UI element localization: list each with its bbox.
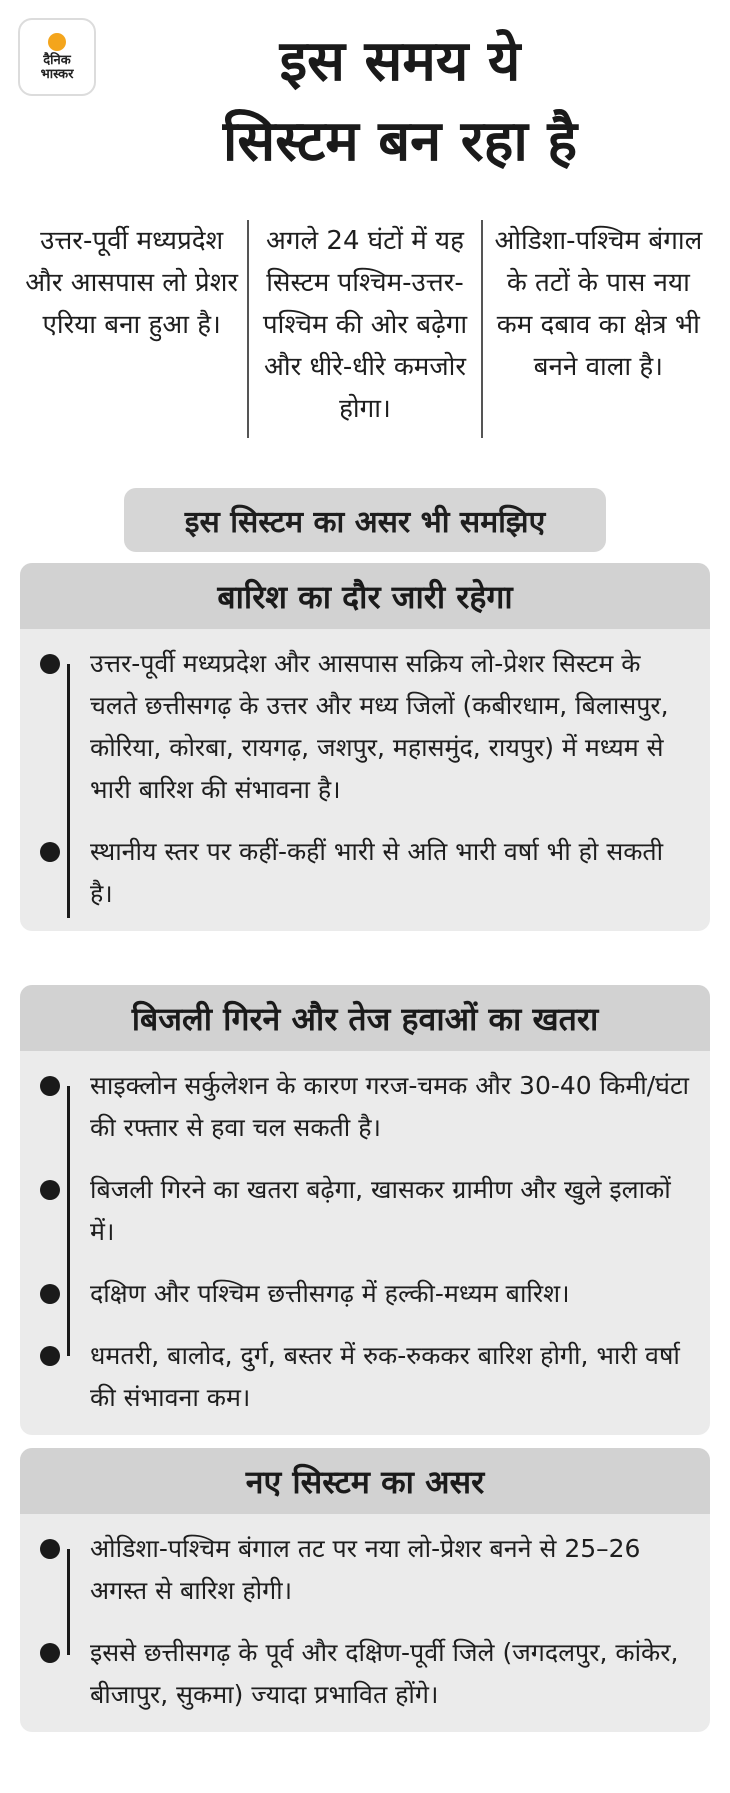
card-new-system	[20, 1448, 710, 1732]
bullet-dot-icon	[40, 842, 60, 862]
section-subheading: इस सिस्टम का असर भी समझिए	[124, 488, 606, 552]
card-rain	[20, 563, 710, 931]
card-body	[20, 1514, 710, 1732]
logo-text-line1: दैनिक	[43, 52, 71, 68]
list-item	[90, 1335, 692, 1419]
bullet-dot-icon	[40, 1643, 60, 1663]
brand-logo	[18, 18, 96, 96]
card-title: बिजली गिरने और तेज हवाओं का खतरा	[20, 985, 710, 1051]
info-column-2: अगले 24 घंटों में यह सिस्टम पश्चिम-उत्तर-पश्चिम की ओर बढ़ेगा और धीरे-धीरे कमजोर होगा।	[247, 220, 480, 438]
logo-text-line2: भास्कर	[40, 66, 74, 82]
page-title	[110, 22, 690, 182]
list-item	[90, 643, 692, 811]
list-item-text: धमतरी, बालोद, दुर्ग, बस्तर में रुक-रुककर बारिश होगी, भारी वर्षा की संभावना कम।	[90, 1341, 680, 1412]
list-item-text: ओडिशा-पश्चिम बंगाल तट पर नया लो-प्रेशर बनने से 25–26 अगस्त से बारिश होगी।	[90, 1534, 641, 1605]
list-item	[90, 1065, 692, 1149]
list-item-text: स्थानीय स्तर पर कहीं-कहीं भारी से अति भारी वर्षा भी हो सकती है।	[90, 837, 664, 908]
list-item-text: उत्तर-पूर्वी मध्यप्रदेश और आसपास सक्रिय लो-प्रेशर सिस्टम के चलते छत्तीसगढ़ के उत्तर और मध्य जिलों (कबीरधाम, बिलासपुर, कोरिया, कोरबा, रायगढ़, जशपुर, महासमुंद, रायपुर) में मध्यम से भारी बारिश की संभावना है।	[90, 649, 669, 804]
list-item-text: दक्षिण और पश्चिम छत्तीसगढ़ में हल्की-मध्यम बारिश।	[90, 1279, 570, 1308]
bullet-dot-icon	[40, 1346, 60, 1366]
bullet-dot-icon	[40, 1076, 60, 1096]
card-lightning	[20, 985, 710, 1435]
timeline-line	[67, 1549, 70, 1655]
list-item-text: साइक्लोन सर्कुलेशन के कारण गरज-चमक और 30-40 किमी/घंटा की रफ्तार से हवा चल सकती है।	[90, 1071, 690, 1142]
system-info-columns	[16, 220, 714, 438]
list-item	[90, 1632, 692, 1716]
info-column-3: ओडिशा-पश्चिम बंगाल के तटों के पास नया कम दबाव का क्षेत्र भी बनने वाला है।	[481, 220, 714, 438]
card-body	[20, 629, 710, 931]
card-title: बारिश का दौर जारी रहेगा	[20, 563, 710, 629]
timeline-line	[67, 1086, 70, 1356]
card-body	[20, 1051, 710, 1435]
bullet-dot-icon	[40, 1180, 60, 1200]
list-item-text: बिजली गिरने का खतरा बढ़ेगा, खासकर ग्रामीण और खुले इलाकों में।	[90, 1175, 671, 1246]
card-title: नए सिस्टम का असर	[20, 1448, 710, 1514]
sun-icon	[48, 33, 66, 51]
list-item	[90, 831, 692, 915]
list-item	[90, 1273, 692, 1315]
timeline-line	[67, 664, 70, 918]
bullet-dot-icon	[40, 654, 60, 674]
info-column-1: उत्तर-पूर्वी मध्यप्रदेश और आसपास लो प्रेशर एरिया बना हुआ है।	[25, 226, 239, 340]
title-line-1: इस समय ये	[279, 29, 521, 94]
bullet-dot-icon	[40, 1539, 60, 1559]
bullet-dot-icon	[40, 1284, 60, 1304]
title-line-2: सिस्टम बन रहा है	[222, 109, 578, 174]
list-item	[90, 1169, 692, 1253]
list-item-text: इससे छत्तीसगढ़ के पूर्व और दक्षिण-पूर्वी जिले (जगदलपुर, कांकेर, बीजापुर, सुकमा) ज्यादा प्रभावित होंगे।	[90, 1638, 679, 1709]
list-item	[90, 1528, 692, 1612]
